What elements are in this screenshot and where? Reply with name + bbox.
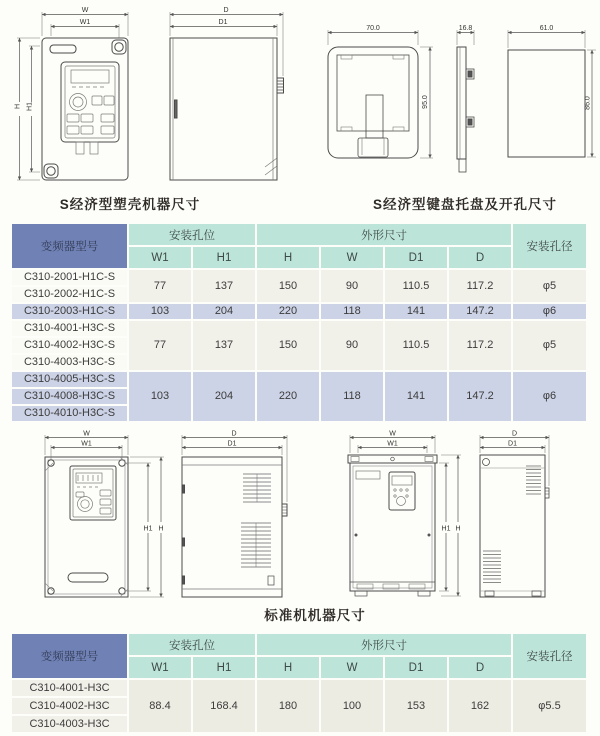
dim-label-h: H — [158, 525, 164, 533]
value-cell-d: 117.2 — [449, 321, 511, 370]
value-cell-d1: 110.5 — [385, 321, 447, 370]
value-cell-dia: φ5.5 — [513, 680, 586, 732]
caption-standard-dimensions: 标准机机器尺寸 — [264, 608, 366, 623]
std-large-side-view — [480, 455, 549, 597]
s-dimension-lines — [14, 12, 283, 180]
value-cell-d1: 141 — [385, 372, 447, 421]
dim-label-h1: H1 — [143, 525, 153, 533]
tray-dimension-lines — [328, 30, 596, 158]
sub-header-d1: D1 — [385, 247, 447, 268]
value-cell-h1: 137 — [193, 270, 255, 302]
table-row — [12, 372, 586, 387]
std-small-side-view — [182, 457, 287, 597]
table-row — [12, 304, 586, 319]
caption-s-case-dimensions: S经济型塑壳机器尺寸 — [59, 197, 201, 212]
value-cell-h1: 204 — [193, 372, 255, 421]
value-cell-d1: 110.5 — [385, 270, 447, 302]
sub-header-w1: W1 — [129, 247, 191, 268]
std-small-keypad — [73, 469, 113, 517]
model-cell: C310-4008-H3C-S — [12, 389, 127, 404]
value-cell-dia: φ6 — [513, 304, 586, 319]
value-cell-h: 220 — [257, 372, 319, 421]
standard-small-dimension-drawing — [10, 430, 295, 608]
value-cell-d: 147.2 — [449, 304, 511, 319]
col-header-outline: 外形尺寸 — [257, 224, 511, 245]
col-header-model: 变频器型号 — [12, 634, 127, 678]
value-cell-d1: 141 — [385, 304, 447, 319]
tray-front-view — [328, 47, 418, 158]
value-cell-w1: 77 — [129, 270, 191, 302]
table-header-row — [12, 634, 586, 655]
dim-label-tray-depth: 16.8 — [458, 25, 473, 32]
dim-label-w1: W1 — [79, 19, 91, 26]
table-row — [12, 321, 586, 336]
value-cell-w1: 77 — [129, 321, 191, 370]
value-cell-h: 150 — [257, 321, 319, 370]
value-cell-w: 118 — [321, 304, 383, 319]
sub-header-h: H — [257, 247, 319, 268]
dim-label-tray-height: 95.0 — [422, 95, 429, 109]
value-cell-d: 117.2 — [449, 270, 511, 302]
dim-label-h: H — [14, 103, 22, 110]
value-cell-w1: 88.4 — [129, 680, 191, 732]
dim-label-w: W — [389, 430, 396, 438]
dim-label-w1: W1 — [81, 440, 92, 448]
dim-label-d1: D1 — [218, 19, 228, 26]
tray-side-view — [457, 47, 474, 172]
value-cell-w: 100 — [321, 680, 383, 732]
value-cell-d: 162 — [449, 680, 511, 732]
dim-label-d: D — [511, 430, 518, 438]
value-cell-w: 90 — [321, 321, 383, 370]
std-large-dimension-arrows — [350, 438, 549, 597]
col-header-hole-dia: 安装孔径 — [513, 634, 586, 678]
caption-s-keypad-dimensions: S经济型键盘托盘及开孔尺寸 — [372, 197, 557, 212]
col-header-mount-holes: 安装孔位 — [129, 224, 255, 245]
value-cell-w1: 103 — [129, 304, 191, 319]
model-cell: C310-2001-H1C-S — [12, 270, 127, 285]
table-header-row — [12, 224, 586, 245]
value-cell-d: 147.2 — [449, 372, 511, 421]
col-header-mount-holes: 安装孔位 — [129, 634, 255, 655]
value-cell-h1: 204 — [193, 304, 255, 319]
sub-header-w: W — [321, 657, 383, 678]
model-cell: C310-2003-H1C-S — [12, 304, 127, 319]
model-cell: C310-4003-H3C — [12, 716, 127, 732]
value-cell-dia: φ5 — [513, 270, 586, 302]
table-row — [12, 680, 586, 696]
value-cell-d1: 153 — [385, 680, 447, 732]
model-cell: C310-4005-H3C-S — [12, 372, 127, 387]
std-large-keypad — [392, 476, 412, 506]
keypad-tray-dimension-drawing — [300, 5, 600, 191]
sub-header-d: D — [449, 247, 511, 268]
s-side-view-drawing — [170, 38, 284, 180]
model-cell: C310-4002-H3C — [12, 698, 127, 714]
panel-opening-view — [508, 50, 585, 157]
s-dimensions-table — [10, 222, 588, 423]
value-cell-h1: 137 — [193, 321, 255, 370]
col-header-outline: 外形尺寸 — [257, 634, 511, 655]
value-cell-h1: 168.4 — [193, 680, 255, 732]
standard-dimensions-table — [10, 632, 588, 734]
model-cell: C310-4010-H3C-S — [12, 406, 127, 421]
s-dimension-arrows — [20, 15, 284, 181]
s-front-keypad — [65, 66, 115, 154]
sub-header-h1: H1 — [193, 657, 255, 678]
dim-label-w1: W1 — [387, 440, 398, 448]
table-row — [12, 270, 586, 285]
dim-label-w: W — [83, 430, 90, 438]
value-cell-w: 118 — [321, 372, 383, 421]
value-cell-dia: φ6 — [513, 372, 586, 421]
dim-label-d: D — [223, 7, 229, 14]
value-cell-w: 90 — [321, 270, 383, 302]
dim-label-d: D — [231, 430, 237, 438]
sub-header-h: H — [257, 657, 319, 678]
model-cell: C310-4002-H3C-S — [12, 338, 127, 353]
dim-label-h1: H1 — [26, 102, 34, 111]
std-large-dimension-lines — [350, 435, 549, 596]
dim-label-opening-height: 86.0 — [584, 96, 592, 110]
dim-label-h: H — [455, 525, 461, 533]
model-cell: C310-2002-H1C-S — [12, 287, 127, 302]
dim-label-h1: H1 — [441, 525, 451, 533]
dim-label-d1: D1 — [508, 440, 517, 448]
dim-label-d1: D1 — [227, 440, 237, 448]
col-header-hole-dia: 安装孔径 — [513, 224, 586, 268]
sub-header-d1: D1 — [385, 657, 447, 678]
sub-header-d: D — [449, 657, 511, 678]
value-cell-h: 180 — [257, 680, 319, 732]
dim-label-w: W — [81, 7, 89, 14]
model-cell: C310-4001-H3C-S — [12, 321, 127, 336]
value-cell-dia: φ5 — [513, 321, 586, 370]
sub-header-w: W — [321, 247, 383, 268]
s-model-dimension-drawing — [10, 5, 295, 191]
model-cell: C310-4001-H3C — [12, 680, 127, 696]
col-header-model: 变频器型号 — [12, 224, 127, 268]
sub-header-w1: W1 — [129, 657, 191, 678]
sub-header-h1: H1 — [193, 247, 255, 268]
dim-label-tray-width: 70.0 — [366, 25, 380, 32]
dim-label-opening-width: 61.0 — [539, 25, 554, 32]
std-small-front-view — [45, 457, 128, 597]
standard-large-dimension-drawing — [295, 430, 595, 608]
value-cell-w1: 103 — [129, 372, 191, 421]
model-cell: C310-4003-H3C-S — [12, 355, 127, 370]
value-cell-h: 150 — [257, 270, 319, 302]
value-cell-h: 220 — [257, 304, 319, 319]
